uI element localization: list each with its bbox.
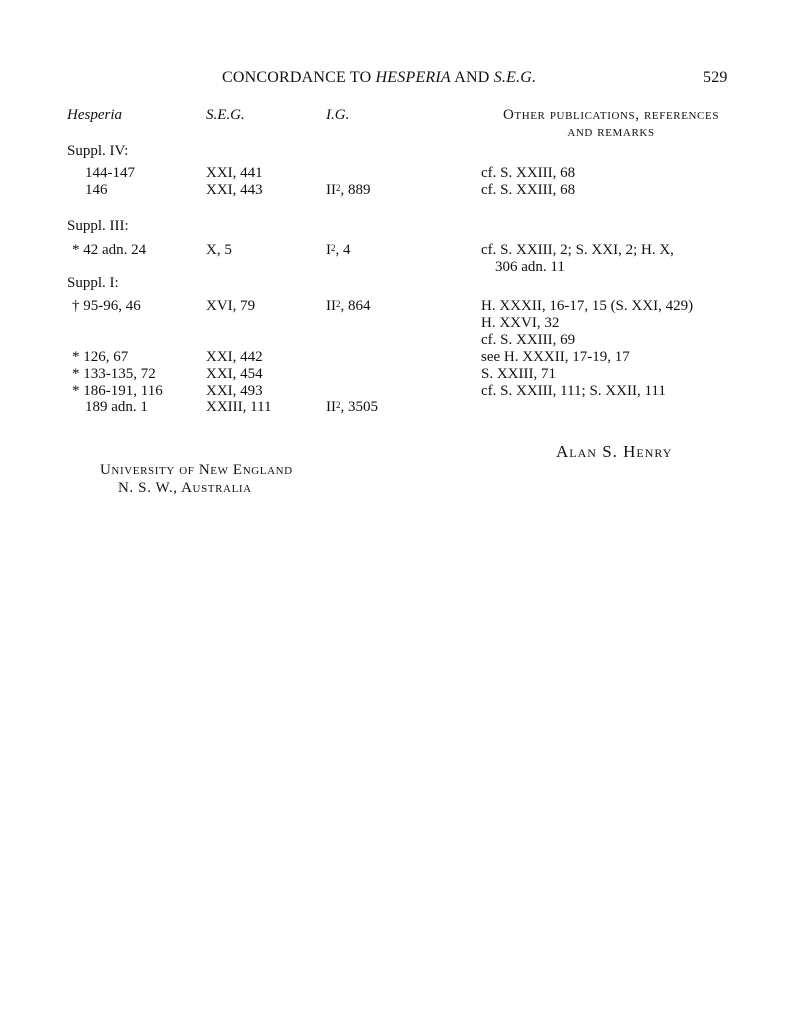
cell-other: H. XXXII, 16-17, 15 (S. XXI, 429) — [481, 298, 694, 314]
cell-seg: XXI, 454 — [206, 366, 263, 382]
column-header-other: Other publications, references and remarks — [502, 107, 720, 140]
cell-other-continued: 306 adn. 11 — [495, 259, 565, 275]
column-header-hesperia: Hesperia — [67, 107, 122, 123]
cell-hesperia: 146 — [85, 182, 108, 198]
cell-other: cf. S. XXIII, 111; S. XXII, 111 — [481, 383, 666, 399]
column-header-seg: S.E.G. — [206, 107, 245, 123]
affiliation-line-2: N. S. W., Australia — [118, 480, 252, 496]
cell-other: cf. S. XXIII, 68 — [481, 165, 576, 181]
cell-seg: XXI, 493 — [206, 383, 263, 399]
cell-ig: $II^2$, 889 — [326, 182, 371, 198]
cell-other: cf. S. XXIII, 2; S. XXI, 2; H. X, — [481, 242, 674, 258]
cell-hesperia: † 95-96, 46 — [72, 298, 141, 314]
section-heading-suppl-iv: Suppl. IV: — [67, 143, 129, 159]
cell-seg: X, 5 — [206, 242, 232, 258]
cell-other: S. XXIII, 71 — [481, 366, 556, 382]
title-seg: S.E.G. — [493, 69, 537, 86]
cell-hesperia: * 133-135, 72 — [72, 366, 156, 382]
page-title: CONCORDANCE TO HESPERIA AND S.E.G. — [222, 69, 537, 86]
affiliation-line-1: University of New England — [100, 462, 293, 478]
cell-seg: XXI, 443 — [206, 182, 263, 198]
cell-other: cf. S. XXIII, 68 — [481, 182, 576, 198]
cell-hesperia: 189 adn. 1 — [85, 399, 148, 415]
cell-other: see H. XXXII, 17-19, 17 — [481, 349, 630, 365]
section-heading-suppl-iii: Suppl. III: — [67, 218, 129, 234]
title-hesperia: HESPERIA — [375, 69, 451, 86]
cell-seg: XXIII, 111 — [206, 399, 272, 415]
cell-other-continued: cf. S. XXIII, 69 — [481, 332, 576, 348]
cell-ig: $II^2$, 3505 — [326, 399, 378, 415]
cell-ig: $I^2$, 4 — [326, 242, 351, 258]
cell-seg: XXI, 442 — [206, 349, 263, 365]
author-name: Alan S. Henry — [556, 442, 673, 461]
cell-hesperia: * 186-191, 116 — [72, 383, 163, 399]
cell-ig: $II^2$, 864 — [326, 298, 371, 314]
cell-hesperia: 144-147 — [85, 165, 135, 181]
cell-seg: XXI, 441 — [206, 165, 263, 181]
page-number: 529 — [703, 69, 728, 86]
cell-other-continued: H. XXVI, 32 — [481, 315, 560, 331]
cell-hesperia: * 126, 67 — [72, 349, 129, 365]
section-heading-suppl-i: Suppl. I: — [67, 275, 119, 291]
column-header-ig: I.G. — [326, 107, 350, 123]
cell-seg: XVI, 79 — [206, 298, 256, 314]
cell-hesperia: * 42 adn. 24 — [72, 242, 147, 258]
